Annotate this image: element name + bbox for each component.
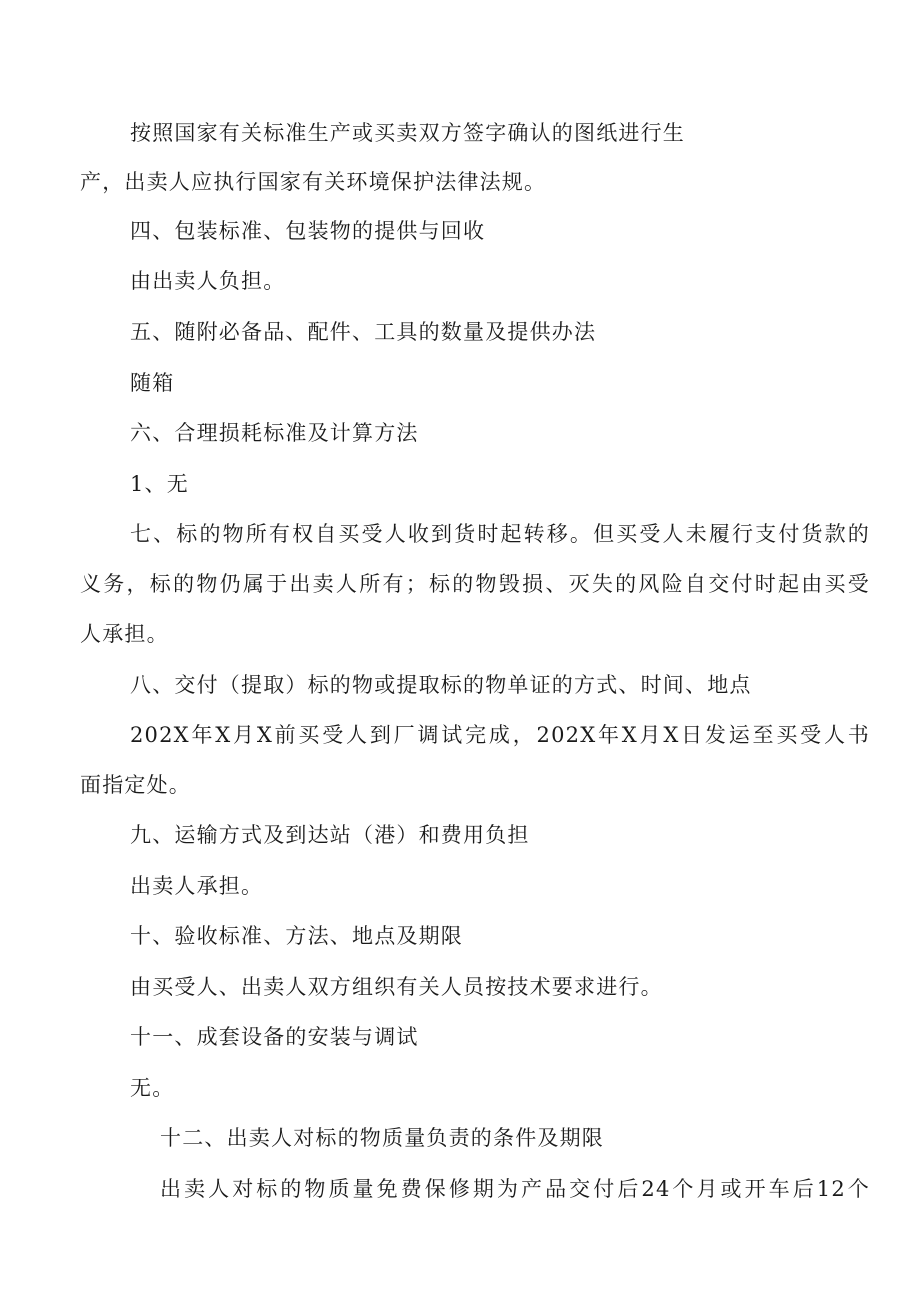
section-heading: 九、运输方式及到达站（港）和费用负担 (130, 823, 530, 847)
paragraph-line: 产，出卖人应执行国家有关环境保护法律法规。 (80, 170, 547, 194)
paragraph-line: 出卖人对标的物质量免费保修期为产品交付后24个月或开车后12个 (160, 1177, 870, 1201)
section-heading: 八、交付（提取）标的物或提取标的物单证的方式、时间、地点 (130, 673, 752, 697)
paragraph-line: 1、无 (130, 472, 189, 496)
section-heading: 十、验收标准、方法、地点及期限 (130, 924, 463, 948)
paragraph-line: 人承担。 (80, 622, 169, 646)
section-heading: 十二、出卖人对标的物质量负责的条件及期限 (160, 1126, 604, 1150)
section-heading: 四、包装标准、包装物的提供与回收 (130, 219, 486, 243)
section-heading: 十一、成套设备的安装与调试 (130, 1025, 419, 1049)
paragraph-line: 出卖人承担。 (130, 874, 264, 898)
paragraph-line: 面指定处。 (80, 773, 191, 797)
paragraph-line: 按照国家有关标准生产或买卖双方签字确认的图纸进行生 (130, 121, 685, 145)
paragraph-line: 202X年X月X前买受人到厂调试完成，202X年X月X日发运至买受人书 (130, 723, 870, 747)
section-heading: 五、随附必备品、配件、工具的数量及提供办法 (130, 320, 597, 344)
paragraph-line: 七、标的物所有权自买受人收到货时起转移。但买受人未履行支付货款的 (130, 522, 870, 546)
paragraph-line: 义务，标的物仍属于出卖人所有；标的物毁损、灭失的风险自交付时起由买受 (80, 572, 870, 596)
paragraph-line: 随箱 (130, 371, 175, 395)
section-heading: 六、合理损耗标准及计算方法 (130, 421, 419, 445)
paragraph-line: 由买受人、出卖人双方组织有关人员按技术要求进行。 (130, 975, 663, 999)
paragraph-line: 无。 (130, 1076, 175, 1100)
paragraph-line: 由出卖人负担。 (130, 269, 286, 293)
